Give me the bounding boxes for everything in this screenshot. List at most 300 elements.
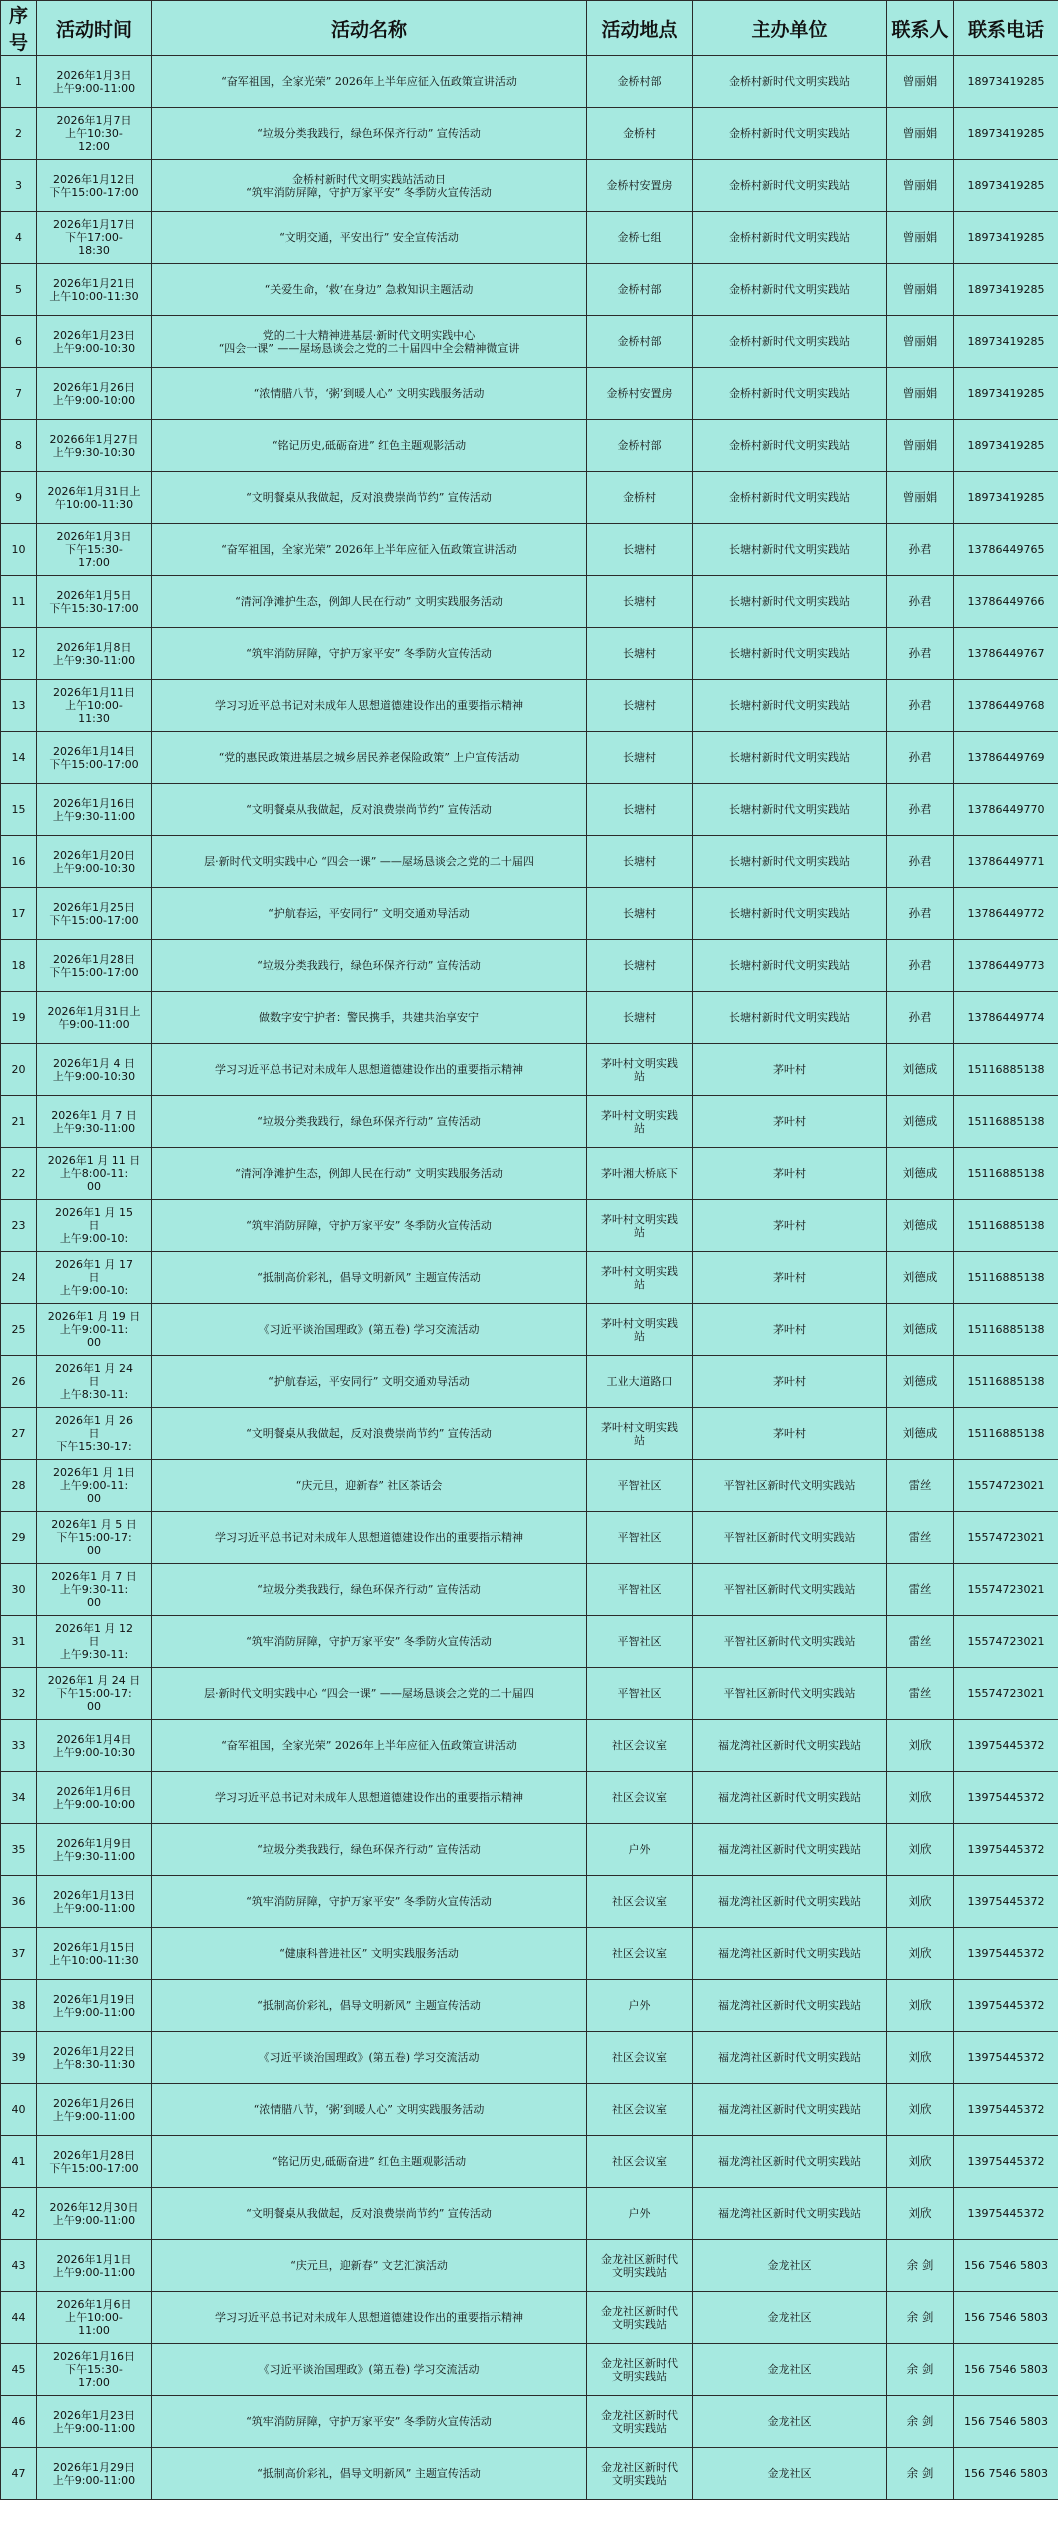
cell-phone: 13786449773 bbox=[954, 940, 1058, 992]
cell-place: 社区会议室 bbox=[587, 1876, 693, 1928]
cell-phone: 13786449767 bbox=[954, 628, 1058, 680]
cell-org: 平智社区新时代文明实践站 bbox=[693, 1512, 887, 1564]
cell-time: 2026年1月23日 上午9:00-11:00 bbox=[37, 2396, 152, 2448]
table-row bbox=[1, 2084, 1058, 2136]
cell-contact: 刘德成 bbox=[887, 1044, 954, 1096]
cell-contact: 曾丽娟 bbox=[887, 212, 954, 264]
cell-contact: 孙君 bbox=[887, 628, 954, 680]
cell-name: “筑牢消防屏障，守护万家平安” 冬季防火宣传活动 bbox=[152, 2396, 587, 2448]
cell-contact: 雷丝 bbox=[887, 1616, 954, 1668]
cell-place: 金桥村 bbox=[587, 472, 693, 524]
table-row bbox=[1, 732, 1058, 784]
cell-time: 2026年1月1日 上午9:00-11:00 bbox=[37, 2240, 152, 2292]
cell-org: 金桥村新时代文明实践站 bbox=[693, 316, 887, 368]
cell-no: 34 bbox=[1, 1772, 37, 1824]
cell-no: 28 bbox=[1, 1460, 37, 1512]
cell-org: 茅叶村 bbox=[693, 1148, 887, 1200]
cell-contact: 曾丽娟 bbox=[887, 264, 954, 316]
table-row bbox=[1, 940, 1058, 992]
cell-org: 长塘村新时代文明实践站 bbox=[693, 680, 887, 732]
cell-no: 32 bbox=[1, 1668, 37, 1720]
cell-time: 2026年1月20日 上午9:00-10:30 bbox=[37, 836, 152, 888]
cell-name: “奋军祖国，全家光荣” 2026年上半年应征入伍政策宣讲活动 bbox=[152, 56, 587, 108]
cell-org: 金桥村新时代文明实践站 bbox=[693, 368, 887, 420]
cell-place: 社区会议室 bbox=[587, 1928, 693, 1980]
cell-org: 福龙湾社区新时代文明实践站 bbox=[693, 2136, 887, 2188]
cell-place: 金龙社区新时代 文明实践站 bbox=[587, 2344, 693, 2396]
cell-org: 平智社区新时代文明实践站 bbox=[693, 1564, 887, 1616]
cell-phone: 18973419285 bbox=[954, 160, 1058, 212]
cell-name: “浓情腊八节，‘粥’到暖人心” 文明实践服务活动 bbox=[152, 368, 587, 420]
cell-time: 2026年1月 4 日 上午9:00-10:30 bbox=[37, 1044, 152, 1096]
cell-org: 平智社区新时代文明实践站 bbox=[693, 1668, 887, 1720]
cell-time: 20266年1月27日 上午9:30-10:30 bbox=[37, 420, 152, 472]
cell-name: 学习习近平总书记对未成年人思想道德建设作出的重要指示精神 bbox=[152, 1044, 587, 1096]
cell-contact: 刘欣 bbox=[887, 2136, 954, 2188]
cell-phone: 156 7546 5803 bbox=[954, 2396, 1058, 2448]
cell-time: 2026年1月26日 上午9:00-11:00 bbox=[37, 2084, 152, 2136]
cell-contact: 余 剑 bbox=[887, 2448, 954, 2500]
table-row bbox=[1, 992, 1058, 1044]
cell-place: 户外 bbox=[587, 1824, 693, 1876]
cell-contact: 孙君 bbox=[887, 680, 954, 732]
cell-name: 学习习近平总书记对未成年人思想道德建设作出的重要指示精神 bbox=[152, 1772, 587, 1824]
table-row bbox=[1, 56, 1058, 108]
cell-place: 社区会议室 bbox=[587, 2136, 693, 2188]
cell-phone: 18973419285 bbox=[954, 368, 1058, 420]
cell-contact: 刘欣 bbox=[887, 1772, 954, 1824]
table-row bbox=[1, 1668, 1058, 1720]
cell-contact: 曾丽娟 bbox=[887, 316, 954, 368]
cell-time: 2026年1月29日 上午9:00-11:00 bbox=[37, 2448, 152, 2500]
cell-no: 1 bbox=[1, 56, 37, 108]
cell-phone: 13975445372 bbox=[954, 1824, 1058, 1876]
cell-no: 38 bbox=[1, 1980, 37, 2032]
cell-name: “垃圾分类我践行，绿色环保齐行动” 宣传活动 bbox=[152, 1824, 587, 1876]
cell-phone: 15574723021 bbox=[954, 1564, 1058, 1616]
header-no: 序号 bbox=[1, 1, 37, 56]
cell-name: 层·新时代文明实践中心 “四会一课” ——屋场恳谈会之党的二十届四 bbox=[152, 836, 587, 888]
table-row bbox=[1, 1096, 1058, 1148]
cell-no: 45 bbox=[1, 2344, 37, 2396]
cell-time: 2026年1月17日 下午17:00- 18:30 bbox=[37, 212, 152, 264]
cell-place: 户外 bbox=[587, 2188, 693, 2240]
cell-phone: 13975445372 bbox=[954, 2136, 1058, 2188]
cell-place: 金桥村安置房 bbox=[587, 160, 693, 212]
cell-time: 2026年1月16日 上午9:30-11:00 bbox=[37, 784, 152, 836]
cell-org: 茅叶村 bbox=[693, 1356, 887, 1408]
cell-time: 2026年1月19日 上午9:00-11:00 bbox=[37, 1980, 152, 2032]
cell-name: “抵制高价彩礼，倡导文明新风” 主题宣传活动 bbox=[152, 2448, 587, 2500]
cell-org: 长塘村新时代文明实践站 bbox=[693, 524, 887, 576]
cell-phone: 15116885138 bbox=[954, 1252, 1058, 1304]
cell-time: 2026年1月31日上 午9:00-11:00 bbox=[37, 992, 152, 1044]
cell-contact: 孙君 bbox=[887, 888, 954, 940]
cell-contact: 刘欣 bbox=[887, 2032, 954, 2084]
cell-no: 6 bbox=[1, 316, 37, 368]
cell-contact: 刘德成 bbox=[887, 1356, 954, 1408]
cell-time: 2026年1月3日 下午15:30- 17:00 bbox=[37, 524, 152, 576]
header-time: 活动时间 bbox=[37, 1, 152, 56]
cell-time: 2026年1月26日 上午9:00-10:00 bbox=[37, 368, 152, 420]
cell-time: 2026年1月16日 下午15:30- 17:00 bbox=[37, 2344, 152, 2396]
cell-name: “清河净滩护生态，例卸人民在行动” 文明实践服务活动 bbox=[152, 1148, 587, 1200]
cell-phone: 18973419285 bbox=[954, 108, 1058, 160]
cell-contact: 余 剑 bbox=[887, 2240, 954, 2292]
cell-time: 2026年1 月 12 日 上午9:30-11: bbox=[37, 1616, 152, 1668]
cell-org: 金龙社区 bbox=[693, 2344, 887, 2396]
cell-org: 茅叶村 bbox=[693, 1408, 887, 1460]
cell-org: 金桥村新时代文明实践站 bbox=[693, 264, 887, 316]
cell-name: “文明餐桌从我做起，反对浪费崇尚节约” 宣传活动 bbox=[152, 2188, 587, 2240]
cell-time: 2026年1月3日 上午9:00-11:00 bbox=[37, 56, 152, 108]
cell-name: “垃圾分类我践行，绿色环保齐行动” 宣传活动 bbox=[152, 940, 587, 992]
cell-time: 2026年1 月 24 日 下午15:00-17: 00 bbox=[37, 1668, 152, 1720]
cell-no: 41 bbox=[1, 2136, 37, 2188]
cell-org: 茅叶村 bbox=[693, 1304, 887, 1356]
table-row bbox=[1, 1928, 1058, 1980]
cell-place: 社区会议室 bbox=[587, 2032, 693, 2084]
cell-no: 10 bbox=[1, 524, 37, 576]
table-row bbox=[1, 1356, 1058, 1408]
header-org: 主办单位 bbox=[693, 1, 887, 56]
cell-org: 福龙湾社区新时代文明实践站 bbox=[693, 1824, 887, 1876]
cell-time: 2026年1 月 24 日 上午8:30-11: bbox=[37, 1356, 152, 1408]
cell-phone: 15116885138 bbox=[954, 1096, 1058, 1148]
cell-phone: 15574723021 bbox=[954, 1512, 1058, 1564]
cell-contact: 刘欣 bbox=[887, 1876, 954, 1928]
cell-place: 平智社区 bbox=[587, 1512, 693, 1564]
cell-phone: 15116885138 bbox=[954, 1356, 1058, 1408]
cell-place: 长塘村 bbox=[587, 836, 693, 888]
cell-contact: 孙君 bbox=[887, 992, 954, 1044]
cell-place: 茅叶村文明实践 站 bbox=[587, 1252, 693, 1304]
cell-phone: 18973419285 bbox=[954, 472, 1058, 524]
cell-place: 长塘村 bbox=[587, 992, 693, 1044]
cell-org: 福龙湾社区新时代文明实践站 bbox=[693, 1928, 887, 1980]
cell-contact: 刘欣 bbox=[887, 2188, 954, 2240]
cell-contact: 曾丽娟 bbox=[887, 56, 954, 108]
cell-contact: 刘欣 bbox=[887, 1980, 954, 2032]
cell-org: 福龙湾社区新时代文明实践站 bbox=[693, 2084, 887, 2136]
cell-no: 14 bbox=[1, 732, 37, 784]
cell-place: 金桥七组 bbox=[587, 212, 693, 264]
cell-org: 长塘村新时代文明实践站 bbox=[693, 940, 887, 992]
table-row bbox=[1, 108, 1058, 160]
cell-place: 长塘村 bbox=[587, 888, 693, 940]
cell-phone: 13975445372 bbox=[954, 1980, 1058, 2032]
table-row bbox=[1, 420, 1058, 472]
cell-org: 福龙湾社区新时代文明实践站 bbox=[693, 1720, 887, 1772]
table-row bbox=[1, 2396, 1058, 2448]
table-row bbox=[1, 1408, 1058, 1460]
cell-place: 长塘村 bbox=[587, 680, 693, 732]
cell-phone: 13786449766 bbox=[954, 576, 1058, 628]
cell-contact: 雷丝 bbox=[887, 1668, 954, 1720]
cell-phone: 15116885138 bbox=[954, 1044, 1058, 1096]
cell-org: 长塘村新时代文明实践站 bbox=[693, 784, 887, 836]
cell-contact: 孙君 bbox=[887, 576, 954, 628]
cell-no: 21 bbox=[1, 1096, 37, 1148]
cell-phone: 15116885138 bbox=[954, 1148, 1058, 1200]
cell-phone: 13786449768 bbox=[954, 680, 1058, 732]
cell-no: 44 bbox=[1, 2292, 37, 2344]
cell-contact: 刘德成 bbox=[887, 1304, 954, 1356]
cell-org: 长塘村新时代文明实践站 bbox=[693, 576, 887, 628]
cell-place: 金龙社区新时代 文明实践站 bbox=[587, 2292, 693, 2344]
cell-name: 《习近平谈治国理政》(第五卷) 学习交流活动 bbox=[152, 2344, 587, 2396]
table-row bbox=[1, 1252, 1058, 1304]
cell-contact: 刘欣 bbox=[887, 1824, 954, 1876]
table-row bbox=[1, 1200, 1058, 1252]
table-row bbox=[1, 2344, 1058, 2396]
cell-name: 层·新时代文明实践中心 “四会一课” ——屋场恳谈会之党的二十届四 bbox=[152, 1668, 587, 1720]
cell-time: 2026年1月6日 上午9:00-10:00 bbox=[37, 1772, 152, 1824]
cell-no: 22 bbox=[1, 1148, 37, 1200]
cell-phone: 13786449765 bbox=[954, 524, 1058, 576]
cell-phone: 13786449769 bbox=[954, 732, 1058, 784]
cell-no: 8 bbox=[1, 420, 37, 472]
cell-no: 37 bbox=[1, 1928, 37, 1980]
cell-no: 13 bbox=[1, 680, 37, 732]
cell-name: “清河净滩护生态，例卸人民在行动” 文明实践服务活动 bbox=[152, 576, 587, 628]
cell-no: 20 bbox=[1, 1044, 37, 1096]
cell-place: 工业大道路口 bbox=[587, 1356, 693, 1408]
table-row bbox=[1, 836, 1058, 888]
cell-place: 金桥村安置房 bbox=[587, 368, 693, 420]
cell-no: 25 bbox=[1, 1304, 37, 1356]
cell-name: “垃圾分类我践行，绿色环保齐行动” 宣传活动 bbox=[152, 108, 587, 160]
table-row bbox=[1, 1148, 1058, 1200]
cell-org: 金龙社区 bbox=[693, 2396, 887, 2448]
cell-name: “垃圾分类我践行，绿色环保齐行动” 宣传活动 bbox=[152, 1096, 587, 1148]
cell-phone: 13786449772 bbox=[954, 888, 1058, 940]
table-row bbox=[1, 1044, 1058, 1096]
cell-name: 做数字安宁护者：警民携手，共建共治享安宁 bbox=[152, 992, 587, 1044]
cell-place: 金桥村 bbox=[587, 108, 693, 160]
cell-contact: 曾丽娟 bbox=[887, 368, 954, 420]
cell-org: 金龙社区 bbox=[693, 2240, 887, 2292]
cell-time: 2026年1月28日 下午15:00-17:00 bbox=[37, 940, 152, 992]
cell-no: 35 bbox=[1, 1824, 37, 1876]
cell-name: “垃圾分类我践行，绿色环保齐行动” 宣传活动 bbox=[152, 1564, 587, 1616]
cell-no: 26 bbox=[1, 1356, 37, 1408]
table-row bbox=[1, 2292, 1058, 2344]
cell-name: “铭记历史,砥砺奋进” 红色主题观影活动 bbox=[152, 2136, 587, 2188]
cell-contact: 刘德成 bbox=[887, 1408, 954, 1460]
cell-no: 31 bbox=[1, 1616, 37, 1668]
cell-org: 金龙社区 bbox=[693, 2292, 887, 2344]
table-row bbox=[1, 212, 1058, 264]
cell-org: 金桥村新时代文明实践站 bbox=[693, 212, 887, 264]
cell-time: 2026年1 月 11 日 上午8:00-11: 00 bbox=[37, 1148, 152, 1200]
cell-phone: 18973419285 bbox=[954, 56, 1058, 108]
cell-time: 2026年1 月 15 日 上午9:00-10: bbox=[37, 1200, 152, 1252]
cell-place: 平智社区 bbox=[587, 1564, 693, 1616]
cell-time: 2026年12月30日 上午9:00-11:00 bbox=[37, 2188, 152, 2240]
cell-org: 长塘村新时代文明实践站 bbox=[693, 732, 887, 784]
cell-phone: 156 7546 5803 bbox=[954, 2292, 1058, 2344]
cell-no: 11 bbox=[1, 576, 37, 628]
cell-no: 33 bbox=[1, 1720, 37, 1772]
cell-phone: 18973419285 bbox=[954, 420, 1058, 472]
cell-time: 2026年1 月 26 日 下午15:30-17: bbox=[37, 1408, 152, 1460]
cell-place: 茅叶村文明实践 站 bbox=[587, 1096, 693, 1148]
cell-time: 2026年1月14日 下午15:00-17:00 bbox=[37, 732, 152, 784]
cell-org: 福龙湾社区新时代文明实践站 bbox=[693, 2032, 887, 2084]
cell-name: “文明交通，平安出行” 安全宣传活动 bbox=[152, 212, 587, 264]
cell-place: 长塘村 bbox=[587, 784, 693, 836]
table-row bbox=[1, 1304, 1058, 1356]
cell-name: “文明餐桌从我做起，反对浪费崇尚节约” 宣传活动 bbox=[152, 1408, 587, 1460]
cell-time: 2026年1 月 5 日 下午15:00-17: 00 bbox=[37, 1512, 152, 1564]
cell-no: 47 bbox=[1, 2448, 37, 2500]
cell-contact: 刘欣 bbox=[887, 1928, 954, 1980]
cell-phone: 15116885138 bbox=[954, 1408, 1058, 1460]
cell-contact: 孙君 bbox=[887, 732, 954, 784]
cell-place: 社区会议室 bbox=[587, 1772, 693, 1824]
cell-time: 2026年1月11日 上午10:00- 11:30 bbox=[37, 680, 152, 732]
cell-time: 2026年1月15日 上午10:00-11:30 bbox=[37, 1928, 152, 1980]
cell-no: 29 bbox=[1, 1512, 37, 1564]
cell-no: 40 bbox=[1, 2084, 37, 2136]
table-row bbox=[1, 680, 1058, 732]
table-row bbox=[1, 472, 1058, 524]
cell-place: 户外 bbox=[587, 1980, 693, 2032]
cell-org: 长塘村新时代文明实践站 bbox=[693, 628, 887, 680]
cell-place: 社区会议室 bbox=[587, 1720, 693, 1772]
table-row bbox=[1, 784, 1058, 836]
cell-org: 平智社区新时代文明实践站 bbox=[693, 1460, 887, 1512]
cell-name: “铭记历史,砥砺奋进” 红色主题观影活动 bbox=[152, 420, 587, 472]
cell-name: 学习习近平总书记对未成年人思想道德建设作出的重要指示精神 bbox=[152, 680, 587, 732]
cell-no: 19 bbox=[1, 992, 37, 1044]
cell-time: 2026年1月13日 上午9:00-11:00 bbox=[37, 1876, 152, 1928]
header-phone: 联系电话 bbox=[954, 1, 1058, 56]
cell-place: 长塘村 bbox=[587, 940, 693, 992]
cell-contact: 雷丝 bbox=[887, 1512, 954, 1564]
cell-contact: 刘德成 bbox=[887, 1096, 954, 1148]
cell-time: 2026年1月28日 下午15:00-17:00 bbox=[37, 2136, 152, 2188]
cell-name: “健康科普进社区” 文明实践服务活动 bbox=[152, 1928, 587, 1980]
cell-contact: 孙君 bbox=[887, 836, 954, 888]
cell-time: 2026年1月23日 上午9:00-10:30 bbox=[37, 316, 152, 368]
cell-org: 金桥村新时代文明实践站 bbox=[693, 108, 887, 160]
cell-place: 长塘村 bbox=[587, 732, 693, 784]
cell-place: 长塘村 bbox=[587, 524, 693, 576]
table-row bbox=[1, 160, 1058, 212]
table-row bbox=[1, 2032, 1058, 2084]
cell-name: 《习近平谈治国理政》(第五卷) 学习交流活动 bbox=[152, 1304, 587, 1356]
header-contact: 联系人 bbox=[887, 1, 954, 56]
cell-place: 长塘村 bbox=[587, 576, 693, 628]
cell-no: 27 bbox=[1, 1408, 37, 1460]
cell-name: “党的惠民政策进基层之城乡居民养老保险政策” 上户宣传活动 bbox=[152, 732, 587, 784]
cell-no: 3 bbox=[1, 160, 37, 212]
cell-org: 福龙湾社区新时代文明实践站 bbox=[693, 2188, 887, 2240]
table-row bbox=[1, 1512, 1058, 1564]
cell-phone: 18973419285 bbox=[954, 212, 1058, 264]
cell-name: “筑牢消防屏障，守护万家平安” 冬季防火宣传活动 bbox=[152, 1200, 587, 1252]
cell-contact: 孙君 bbox=[887, 940, 954, 992]
cell-org: 长塘村新时代文明实践站 bbox=[693, 836, 887, 888]
cell-contact: 孙君 bbox=[887, 784, 954, 836]
cell-phone: 15574723021 bbox=[954, 1668, 1058, 1720]
table-row bbox=[1, 628, 1058, 680]
cell-name: “奋军祖国，全家光荣” 2026年上半年应征入伍政策宣讲活动 bbox=[152, 524, 587, 576]
cell-name: “护航春运，平安同行” 文明交通劝导活动 bbox=[152, 1356, 587, 1408]
table-row bbox=[1, 2136, 1058, 2188]
cell-name: 学习习近平总书记对未成年人思想道德建设作出的重要指示精神 bbox=[152, 1512, 587, 1564]
cell-place: 平智社区 bbox=[587, 1616, 693, 1668]
cell-time: 2026年1月6日 上午10:00- 11:00 bbox=[37, 2292, 152, 2344]
cell-name: “筑牢消防屏障，守护万家平安” 冬季防火宣传活动 bbox=[152, 1616, 587, 1668]
cell-place: 金龙社区新时代 文明实践站 bbox=[587, 2448, 693, 2500]
cell-place: 金桥村部 bbox=[587, 56, 693, 108]
cell-contact: 刘欣 bbox=[887, 1720, 954, 1772]
cell-no: 16 bbox=[1, 836, 37, 888]
table-row bbox=[1, 1616, 1058, 1668]
cell-place: 茅叶村文明实践 站 bbox=[587, 1200, 693, 1252]
cell-place: 茅叶村文明实践 站 bbox=[587, 1044, 693, 1096]
table-row bbox=[1, 1980, 1058, 2032]
cell-contact: 雷丝 bbox=[887, 1460, 954, 1512]
cell-no: 39 bbox=[1, 2032, 37, 2084]
cell-no: 42 bbox=[1, 2188, 37, 2240]
cell-name: 金桥村新时代文明实践站活动日 “筑牢消防屏障，守护万家平安” 冬季防火宣传活动 bbox=[152, 160, 587, 212]
cell-place: 长塘村 bbox=[587, 628, 693, 680]
cell-name: “奋军祖国，全家光荣” 2026年上半年应征入伍政策宣讲活动 bbox=[152, 1720, 587, 1772]
cell-contact: 雷丝 bbox=[887, 1564, 954, 1616]
cell-org: 平智社区新时代文明实践站 bbox=[693, 1616, 887, 1668]
cell-place: 社区会议室 bbox=[587, 2084, 693, 2136]
table-row bbox=[1, 1460, 1058, 1512]
cell-name: 党的二十大精神进基层·新时代文明实践中心 “四会一课” ——屋场恳谈会之党的二十届四中全会精神微宣讲 bbox=[152, 316, 587, 368]
cell-time: 2026年1月12日 下午15:00-17:00 bbox=[37, 160, 152, 212]
header-place: 活动地点 bbox=[587, 1, 693, 56]
cell-time: 2026年1 月 7 日 上午9:30-11:00 bbox=[37, 1096, 152, 1148]
cell-org: 福龙湾社区新时代文明实践站 bbox=[693, 1876, 887, 1928]
cell-no: 18 bbox=[1, 940, 37, 992]
cell-org: 金桥村新时代文明实践站 bbox=[693, 420, 887, 472]
cell-no: 5 bbox=[1, 264, 37, 316]
cell-no: 23 bbox=[1, 1200, 37, 1252]
cell-phone: 13786449770 bbox=[954, 784, 1058, 836]
cell-phone: 13975445372 bbox=[954, 1772, 1058, 1824]
cell-time: 2026年1 月 17 日 上午9:00-10: bbox=[37, 1252, 152, 1304]
cell-place: 平智社区 bbox=[587, 1668, 693, 1720]
cell-no: 12 bbox=[1, 628, 37, 680]
cell-time: 2026年1月8日 上午9:30-11:00 bbox=[37, 628, 152, 680]
cell-phone: 13786449771 bbox=[954, 836, 1058, 888]
cell-no: 24 bbox=[1, 1252, 37, 1304]
cell-name: 学习习近平总书记对未成年人思想道德建设作出的重要指示精神 bbox=[152, 2292, 587, 2344]
cell-no: 36 bbox=[1, 1876, 37, 1928]
cell-time: 2026年1月21日 上午10:00-11:30 bbox=[37, 264, 152, 316]
cell-phone: 13975445372 bbox=[954, 1720, 1058, 1772]
cell-name: 《习近平谈治国理政》(第五卷) 学习交流活动 bbox=[152, 2032, 587, 2084]
cell-contact: 曾丽娟 bbox=[887, 108, 954, 160]
cell-contact: 刘欣 bbox=[887, 2084, 954, 2136]
cell-phone: 15574723021 bbox=[954, 1616, 1058, 1668]
cell-place: 金桥村部 bbox=[587, 264, 693, 316]
cell-no: 7 bbox=[1, 368, 37, 420]
cell-phone: 156 7546 5803 bbox=[954, 2240, 1058, 2292]
header-row bbox=[1, 1, 1058, 56]
cell-time: 2026年1月25日 下午15:00-17:00 bbox=[37, 888, 152, 940]
cell-contact: 余 剑 bbox=[887, 2292, 954, 2344]
cell-name: “抵制高价彩礼，倡导文明新风” 主题宣传活动 bbox=[152, 1980, 587, 2032]
